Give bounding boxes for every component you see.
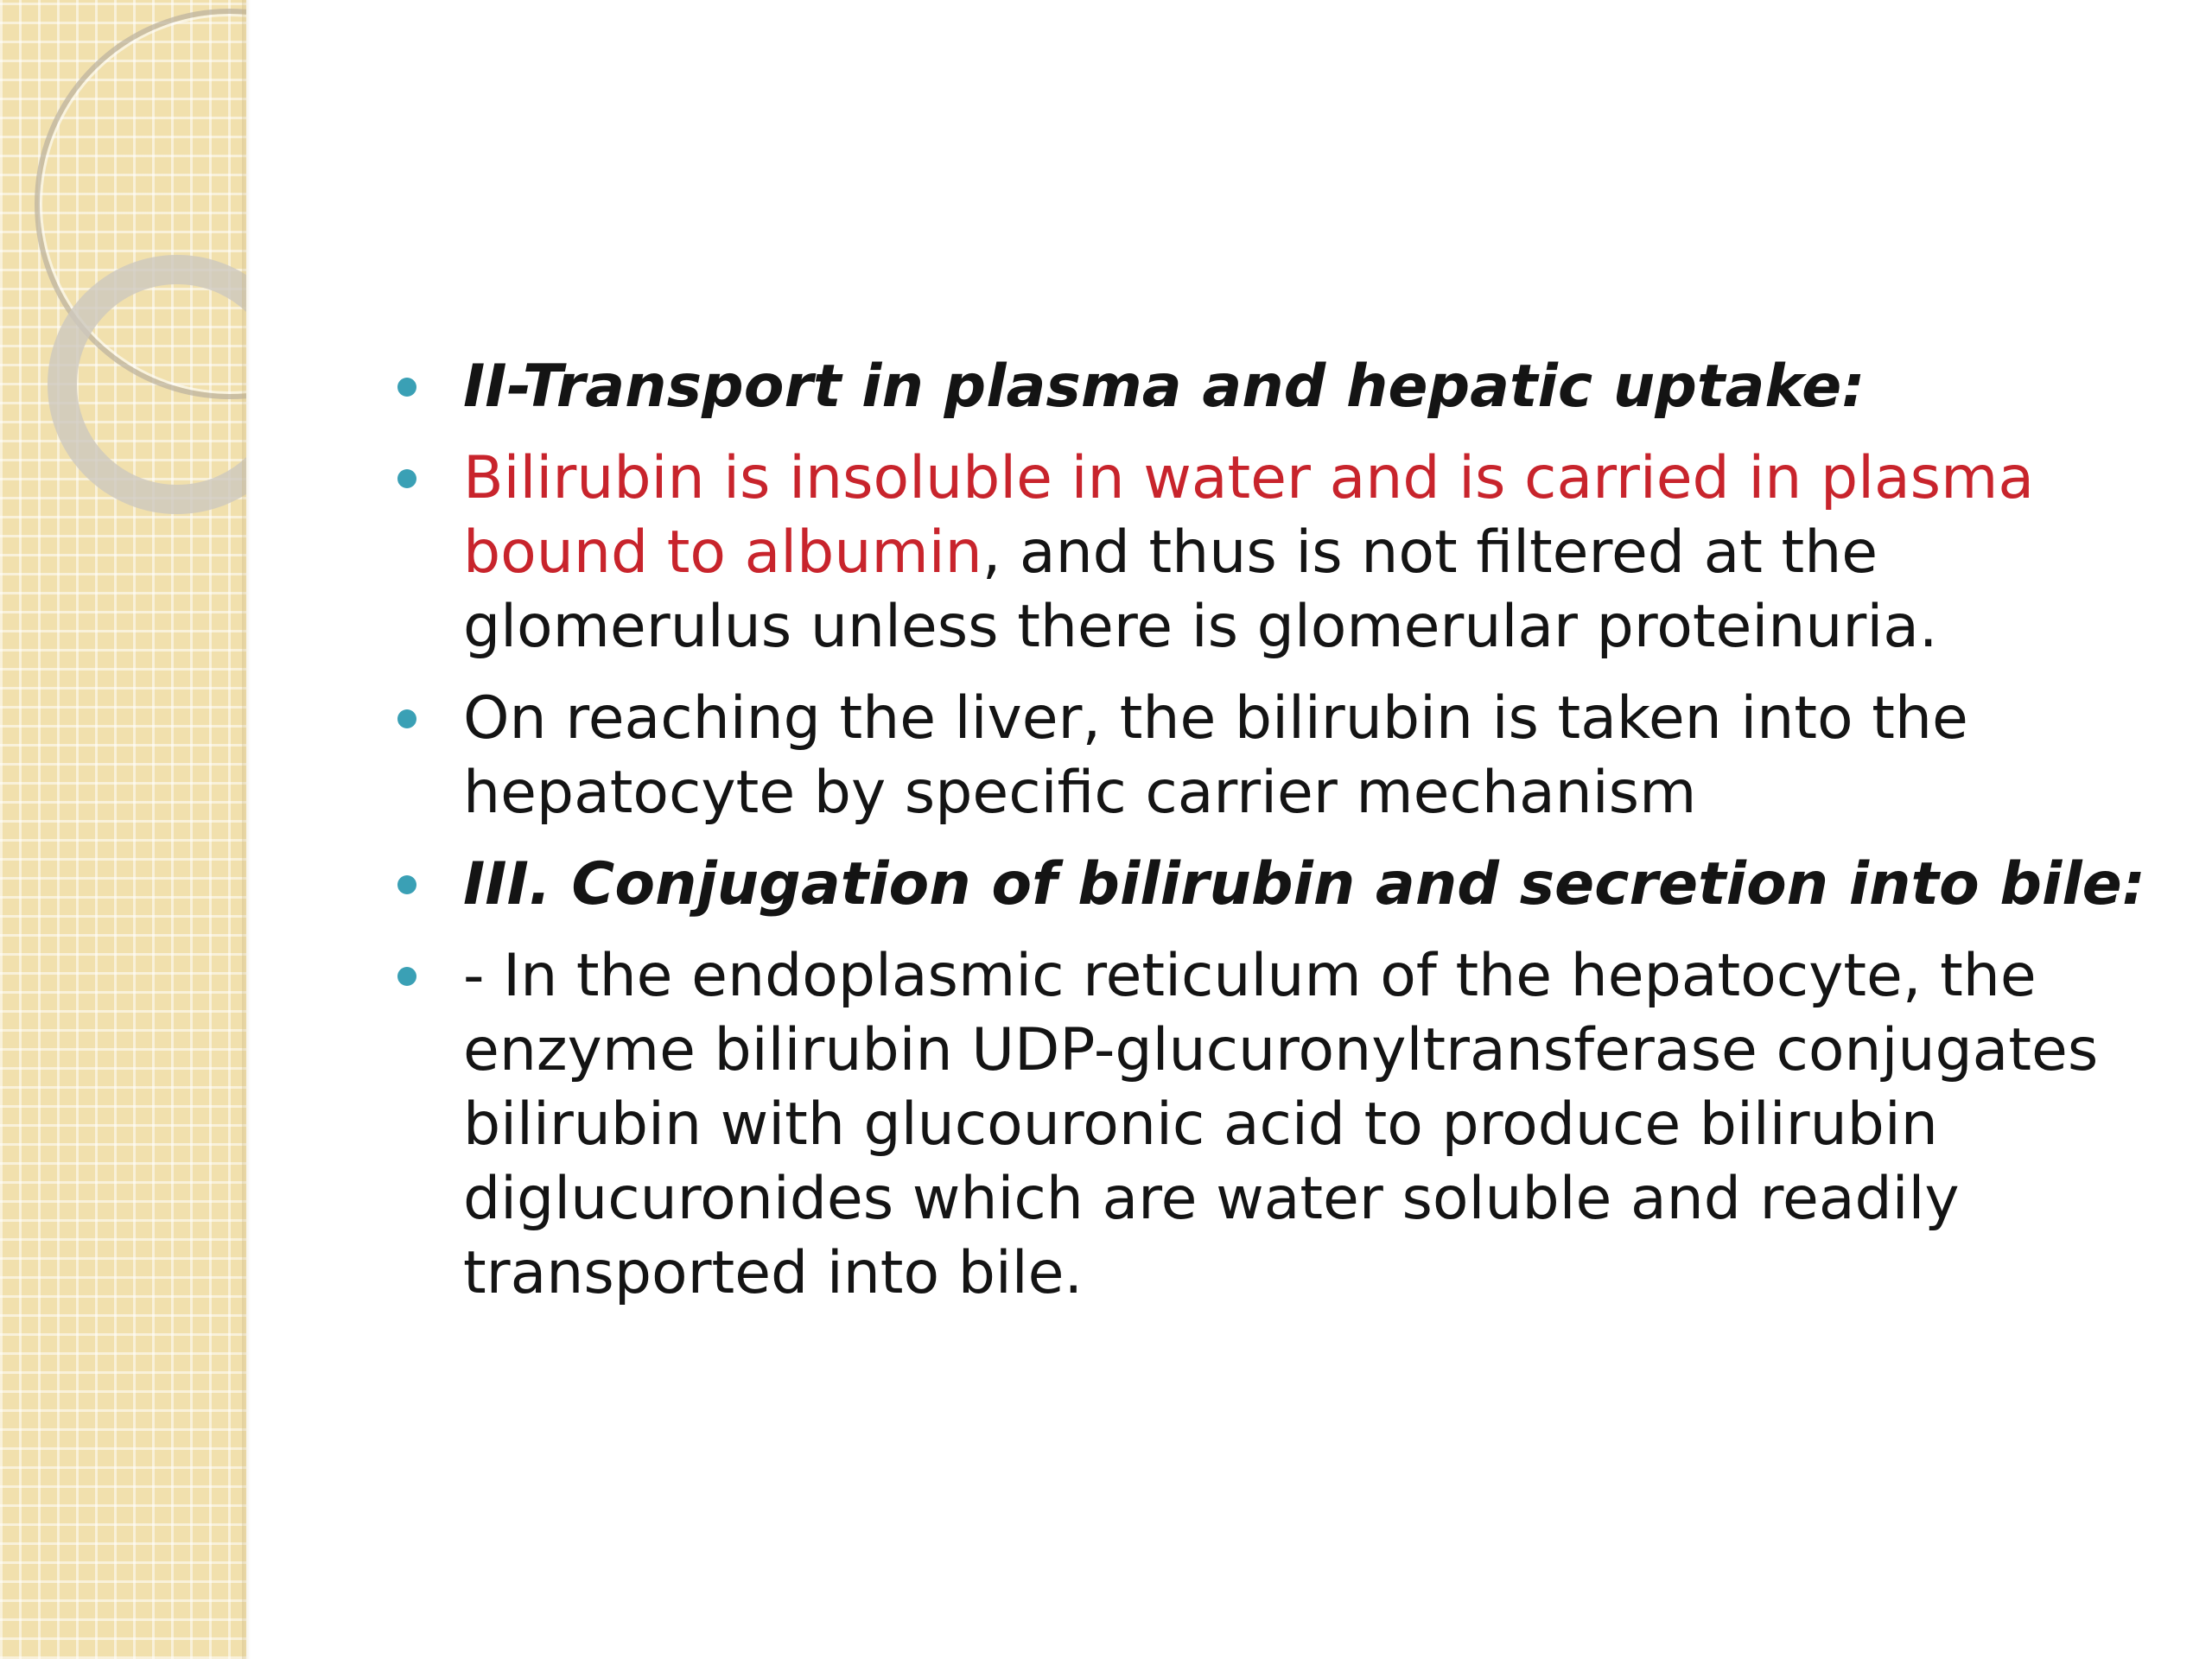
bullet-list	[389, 350, 2152, 1311]
bullet-dot-icon	[397, 469, 416, 488]
bullet-item-liver-uptake	[389, 682, 2152, 830]
bullet-text: , and thus is not filtered at the glomerulus unless there is glomerular proteinuria.	[463, 518, 1938, 661]
section-heading-conjugation: III. Conjugation of bilirubin and secretion into bile:	[463, 850, 2145, 918]
bullet-dot-icon	[397, 378, 416, 397]
bullet-item-endoplasmic-reticulum	[389, 939, 2152, 1311]
side-panel-edge	[242, 0, 251, 1659]
bullet-dot-icon	[397, 967, 416, 986]
bullet-dot-icon	[397, 709, 416, 728]
bullet-item-conjugation-heading	[389, 848, 2152, 922]
bullet-dot-icon	[397, 875, 416, 894]
slide-content	[389, 350, 2152, 1328]
section-heading-transport: II-Transport in plasma and hepatic uptake:	[463, 353, 1866, 421]
decorative-side-panel	[0, 0, 246, 1659]
bullet-item-transport-heading	[389, 350, 2152, 424]
highlighted-text: Bilirubin is insoluble in water and is carried in plasma bound to albumin	[463, 444, 2035, 587]
bullet-text: - In the endoplasmic reticulum of the hepatocyte, the enzyme bilirubin UDP-glucuronyltransferase conjugates bilirubin with glucouronic acid to produce bilirubin diglucuronides which are water soluble and readily transported into bile.	[463, 942, 2099, 1307]
bullet-text: On reaching the liver, the bilirubin is taken into the hepatocyte by specific carrier mechanism	[463, 684, 1968, 827]
bullet-item-bilirubin-insoluble	[389, 442, 2152, 664]
